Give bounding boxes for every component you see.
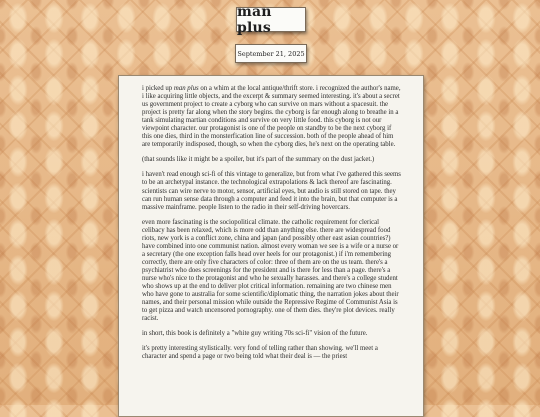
post-content bbox=[118, 75, 424, 417]
book-title: man plus bbox=[173, 85, 199, 92]
paragraph-2: (that sounds like it might be a spoiler, but it's part of the summary on the dust jacket.) bbox=[142, 156, 375, 164]
paragraph-4: even more fascinating is the sociopolitical climate. the catholic requirement for clerical celibacy has been relaxed, which is more odd than anything else. there are widespread food riots, new york is a conflict zone, china and japan (and possibly other east asian countries?) have combined into one communist nation. almost every woman we see is a wife or a nurse or a secretary (the one exception falls head over heels for our protagonist.) if i'm remembering correctly, there are only five characters of color: three of them are on the us team. there's a psychiatrist who does screenings for the president and is there for less than a page. there's a nurse who's nice to the protagonist and who he sexually harasses. and there's a college student who shows up at the end to deliver plot critical information. remaining are two chinese men who have gone to australia for some scientific/diplomatic thing, the narration jokes about their names, and their personal mission while outside the Repressive Regime of Communist Asia is to get pizza and watch uncensored pornography. one of them dies. they're plot devices. really racist. bbox=[142, 218, 399, 323]
paragraph-1: i picked up man plus on a whim at the local antique/thrift store. i recognized the author's name, i like acquiring little objects, and the excerpt & summary seemed interesting. it's about a secret us government project to create a cyborg who can survive on mars without a spacesuit. the project is pretty far along when the story begins. the cyborg is far enough along to breathe in a tank simulating martian conditions and survive on very little food. this cyborg is not our viewpoint character. our protagonist is one of the people on standby to be the next cyborg if this one dies, third in the monsterfication line of succession. both of the people ahead of him are temporarily indisposed, though, so when the cyborg dies, he's next on the operating table. bbox=[142, 85, 401, 149]
post-title: man plus bbox=[237, 3, 272, 36]
paragraph-6: it's pretty interesting stylistically. very fond of telling rather than showing. we'll meet a character and spend a page or two being told what their deal is — the priest bbox=[142, 345, 378, 361]
post-title-box bbox=[236, 3, 306, 36]
paragraph-3: i haven't read enough sci-fi of this vintage to generalize, but from what i've gathered this seems to be an archetypal instance. the technological extrapolations & lack thereof are fascinating. scientists can wire nerve to motor, sensor, artificial eyes, but audio is still stored on tape. they can run human sense data through a computer and feed it into the brain, but that computer is a massive mainframe. people listen to the radio in their self-driving hovercars. bbox=[142, 171, 401, 211]
post-date-box bbox=[235, 44, 307, 63]
post-body bbox=[119, 76, 423, 361]
paragraph-5: in short, this book is definitely a "white guy writing 70s sci-fi" vision of the future. bbox=[142, 330, 368, 338]
post-date: September 21, 2025 bbox=[237, 49, 305, 58]
